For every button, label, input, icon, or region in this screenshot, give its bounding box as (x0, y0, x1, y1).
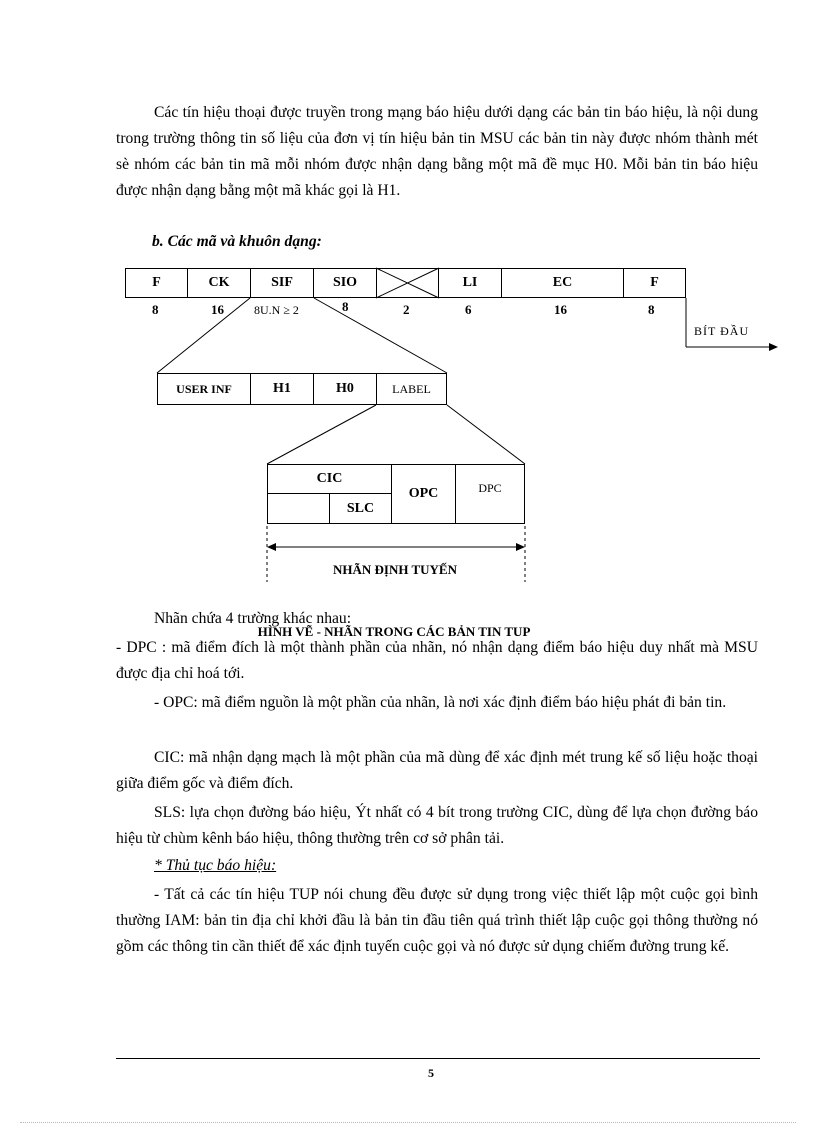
frame-field-sif: SIF (250, 268, 314, 298)
label-field-opc: OPC (391, 464, 456, 524)
bits-spare: 2 (403, 302, 410, 317)
bits-sif: 8U.N ≥ 2 (254, 303, 299, 317)
bits-sio: 8 (342, 299, 349, 314)
paragraph-cic: CIC: mã nhận dạng mạch là một phần của mã dùng để xác định mét trung kế số liệu hoặc thoại giữa điểm gốc và điểm đích. (116, 749, 758, 792)
frame-field-li: LI (438, 268, 502, 298)
paragraph-intro: Các tín hiệu thoại được truyền trong mạng báo hiệu dưới dạng các bản tin báo hiệu, là nội dung trong trường thông tin số liệu của đơn vị tín hiệu bản tin MSU các bản tin này được nhóm thành mét sè nhóm các bản tin mã mỗi nhóm được nhận dạng bằng một mã đề mục H0. Mỗi bản tin báo hiệu được nhận dạng bằng một mã khác gọi là H1. (116, 104, 758, 199)
footer-rule (116, 1058, 760, 1059)
sif-field-label: LABEL (376, 373, 447, 405)
frame-field-ec: EC (501, 268, 624, 298)
frame-field-f-end: F (623, 268, 686, 298)
figure-caption: HÌNH VẼ - NHÃN TRONG CÁC BẢN TIN TUP (257, 624, 531, 639)
paragraph-sls: SLS: lựa chọn đường báo hiệu, Ýt nhất có 4 bít trong trường CIC, dùng để lựa chọn đường báo hiệu từ chùm kênh báo hiệu, thông thường trên cơ sở phân tải. (116, 804, 758, 847)
bits-ck: 16 (211, 302, 224, 317)
bits-f-start: 8 (152, 302, 159, 317)
start-bit-label: BÍT ĐẦU (694, 324, 750, 338)
label-field-slc: SLC (329, 493, 392, 524)
frame-field-f-start: F (125, 268, 188, 298)
paragraph-opc: - OPC: mã điểm nguồn là một phần của nhãn, là nơi xác định điểm báo hiệu phát đi bản tin. (154, 694, 727, 711)
frame-field-ck: CK (187, 268, 251, 298)
label-field-cic: CIC (267, 464, 392, 494)
routing-label: NHÃN ĐỊNH TUYẾN (333, 562, 457, 577)
procedure-heading: * Thủ tục báo hiệu: (154, 857, 277, 874)
paragraph-procedure: - Tất cả các tín hiệu TUP nói chung đều được sử dụng trong việc thiết lập một cuộc gọi bình thường IAM: bản tin địa chỉ khởi đầu là bản tin đầu tiên quá trình thiết lập cuộc gọi thông thường nó gồm các thông tin cần thiết để xác định tuyến cuộc gọi và nó được sử dụng chiếm đường trung kế. (116, 886, 758, 955)
paragraph-fields-intro: Nhãn chứa 4 trường khác nhau: (154, 610, 352, 627)
frame-field-sio: SIO (313, 268, 377, 298)
sif-field-user-inf: USER INF (157, 373, 251, 405)
sif-field-h0: H0 (313, 373, 377, 405)
bits-ec: 16 (554, 302, 567, 317)
sif-field-h1: H1 (250, 373, 314, 405)
page-number: 5 (428, 1066, 434, 1080)
bits-f-end: 8 (648, 302, 655, 317)
section-heading-b: b. Các mã và khuôn dạng: (152, 233, 322, 250)
bits-li: 6 (465, 302, 472, 317)
paragraph-dpc: - DPC : mã điểm đích là một thành phần của nhãn, nó nhận dạng điểm báo hiệu duy nhất mà MSU được địa chỉ hoá tới. (116, 639, 758, 682)
label-field-dpc: DPC (455, 464, 525, 524)
